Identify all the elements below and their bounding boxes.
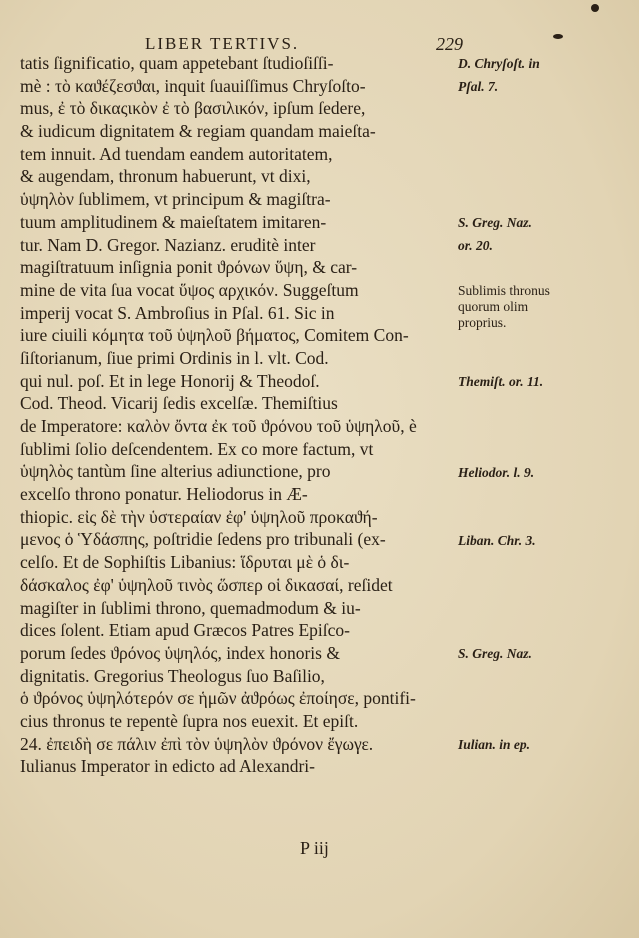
margin-note: S. Greg. Naz. — [458, 646, 532, 662]
margin-note: Sublimis thronus quorum olim proprius. — [458, 283, 550, 330]
text-line: iure ciuili κόμητα τοῦ ὑψηλοῦ βήματος, Comitem Con- — [20, 325, 409, 346]
ink-blot — [553, 34, 563, 39]
text-line: mus, ἐ τὸ δικαςικὸν ἐ τὸ βασιλικόν, ipſum ſedere, — [20, 98, 366, 119]
ink-blot — [591, 4, 599, 12]
margin-note: Liban. Chr. 3. — [458, 532, 536, 548]
text-line: excelſo throno ponatur. Heliodorus in Æ- — [20, 484, 308, 505]
text-line: celſo. Et de Sophiſtis Libanius: ἵδρυται μὲ ὁ δι- — [20, 552, 350, 573]
text-line: mè : τὸ καϑέζεσϑαι, inquit ſuauiſſimus Chryſoſto- — [20, 75, 366, 96]
running-title: LIBER TERTIVS. — [145, 34, 300, 53]
text-line: tur. Nam D. Gregor. Nazianz. eruditè inter — [20, 234, 316, 255]
text-line: de Imperatore: καλὸν ὄντα ἐκ τοῦ ϑρόνου τοῦ ὑψηλοῦ, è — [20, 416, 417, 436]
running-head — [145, 34, 475, 54]
text-line: Cod. Theod. Vicarij ſedis excelſæ. Themiſtius — [20, 393, 338, 414]
text-line: 24. ἐπειδὴ σε πάλιν ἐπὶ τὸν ὑψηλὸν ϑρόνον ἔγωγε. — [20, 733, 374, 754]
text-line: magiſtratuum inſignia ponit ϑρόνων ὕψη, & car- — [20, 257, 358, 278]
signature-mark: P iij — [300, 838, 329, 858]
text-line: ſiſtorianum, ſiue primi Ordinis in l. vlt. Cod. — [20, 347, 329, 368]
text-line: δάσκαλος ἐφ' ὑψηλοῦ τινὸς ὥσπερ οἱ δικασαί, reſidet — [20, 574, 393, 595]
text-line: cius thronus te repentè ſupra nos euexit. Et epiſt. — [20, 710, 359, 731]
text-line: imperij vocat S. Ambroſius in Pſal. 61. Sic in — [20, 302, 335, 323]
page-number: 229 — [436, 34, 463, 54]
text-line: ὁ ϑρόνος ὑψηλότερόν σε ἡμῶν ἀϑρόως ἐποίησε, pontifi- — [20, 688, 416, 709]
text-line: dices ſolent. Etiam apud Græcos Patres Epiſco- — [20, 620, 350, 641]
text-line: & augendam, thronum habuerunt, vt dixi, — [20, 166, 311, 187]
margin-note: S. Greg. Naz. — [458, 214, 532, 230]
margin-note: or. 20. — [458, 237, 493, 253]
text-line: magiſter in ſublimi throno, quemadmodum & iu- — [20, 597, 361, 618]
text-line: Iulianus Imperator in edicto ad Alexandri- — [20, 756, 315, 777]
margin-note: Themiſt. or. 11. — [458, 373, 544, 389]
text-line: thiopic. εἰς δὲ τὴν ὑστεραίαν ἐφ' ὑψηλοῦ προκαϑή- — [20, 506, 378, 527]
text-line: tem innuit. Ad tuendam eandem autoritatem, — [20, 143, 333, 164]
text-line: tatis ſignificatio, quam appetebant ſtudioſiſſi- — [20, 53, 334, 73]
text-line: ὑψηλὸν ſublimem, vt principum & magiſtra- — [20, 189, 331, 210]
text-line: tuum amplitudinem & maieſtatem imitaren- — [20, 211, 327, 232]
text-line: porum ſedes ϑρόνος ὑψηλός, index honoris & — [20, 642, 340, 663]
text-line: ſublimi ſolio deſcendentem. Ex co more factum, vt — [20, 438, 374, 459]
margin-note: Iulian. in ep. — [458, 737, 531, 752]
text-line: qui nul. poſ. Et in lege Honorij & Theodoſ. — [20, 370, 320, 391]
text-line: & iudicum dignitatem & regiam quandam maieſta- — [20, 121, 376, 142]
text-line: dignitatis. Gregorius Theologus ſuo Baſilio, — [20, 665, 325, 686]
margin-note: Pſal. 7. — [458, 78, 499, 94]
text-column — [20, 52, 456, 778]
text-line: μενος ὁ Ὑδάσπης, poſtridie ſedens pro tribunali (ex- — [20, 529, 386, 550]
margin-note: D. Chryſoſt. in — [458, 56, 540, 71]
text-line: mine de vita ſua vocat ὕψος αρχικόν. Suggeſtum — [20, 279, 359, 300]
text-line: ὑψηλὸς tantùm ſine alterius adiunctione, pro — [20, 461, 331, 482]
margin-note: Heliodor. l. 9. — [458, 464, 535, 480]
